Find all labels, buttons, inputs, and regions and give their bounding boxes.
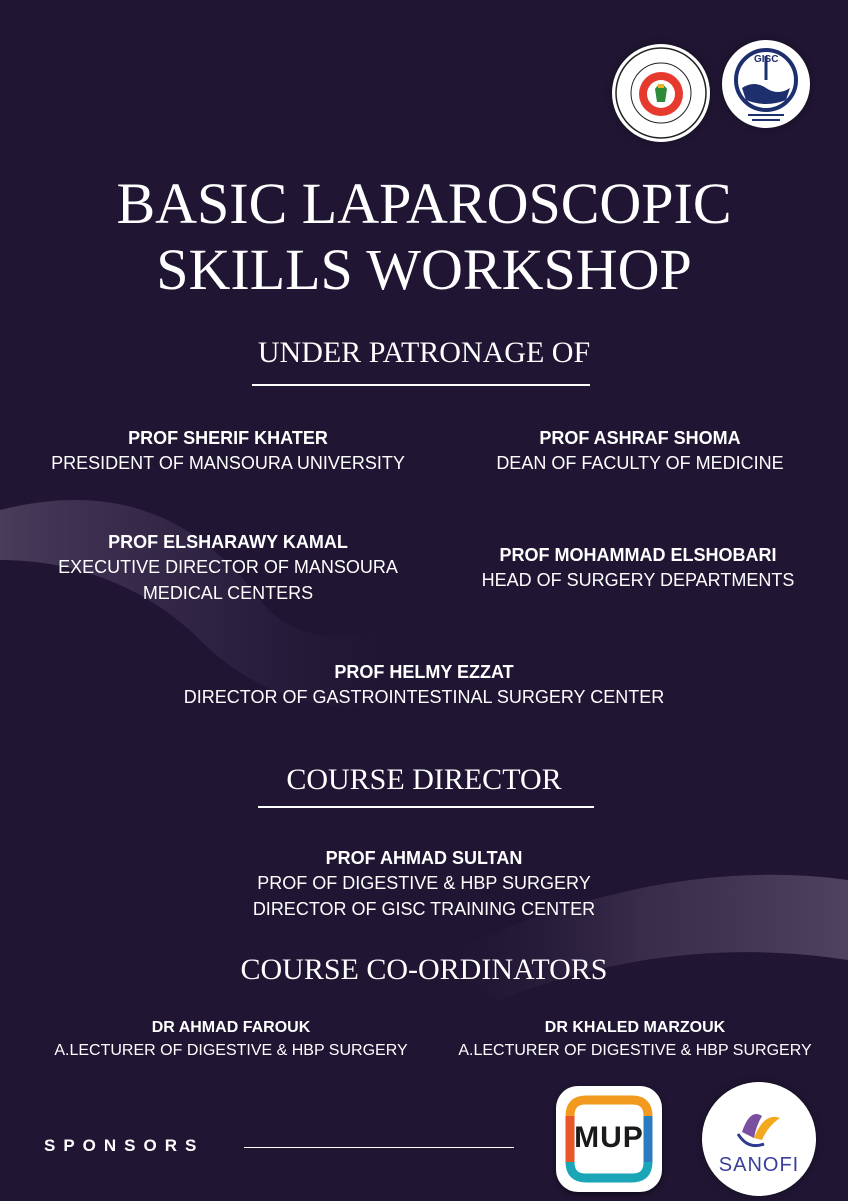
coordinator-name: DR AHMAD FAROUK: [151, 1019, 311, 1036]
director-heading: COURSE DIRECTOR: [286, 763, 562, 796]
sponsors-label: SPONSORS: [44, 1136, 205, 1155]
patron-kamal: [0, 530, 456, 606]
director-block: [0, 846, 848, 922]
title-line-1: BASIC LAPAROSCOPIC: [116, 171, 732, 236]
coordinator-role: A.LECTURER OF DIGESTIVE & HBP SURGERY: [458, 1042, 812, 1059]
sanofi-bird-icon: [702, 1082, 816, 1196]
mup-sponsor-logo: [556, 1086, 662, 1192]
director-role-line-2: DIRECTOR OF GISC TRAINING CENTER: [252, 899, 596, 919]
faculty-medicine-emblem-icon: [612, 44, 710, 142]
director-role-line-1: PROF OF DIGESTIVE & HBP SURGERY: [257, 873, 591, 893]
patron-role: DIRECTOR OF GASTROINTESTINAL SURGERY CENTER: [183, 687, 665, 707]
director-name: PROF AHMAD SULTAN: [325, 848, 523, 868]
patron-shoma: [440, 426, 840, 476]
sanofi-sponsor-logo: [702, 1082, 816, 1196]
patron-name: PROF ASHRAF SHOMA: [539, 428, 741, 448]
patron-role: HEAD OF SURGERY DEPARTMENTS: [481, 570, 795, 590]
patron-name: PROF HELMY EZZAT: [334, 662, 514, 682]
patron-role: DEAN OF FACULTY OF MEDICINE: [496, 453, 784, 473]
faculty-medicine-logo: [612, 44, 710, 142]
coordinator-name: DR KHALED MARZOUK: [544, 1019, 726, 1036]
patron-name: PROF SHERIF KHATER: [128, 428, 328, 448]
patron-ezzat: [0, 660, 848, 710]
mup-logo-text: MUP: [574, 1121, 644, 1154]
director-divider: [258, 806, 594, 808]
title-line-2: SKILLS WORKSHOP: [156, 237, 692, 302]
gisc-logo-text: GISC: [754, 54, 779, 65]
patron-name: PROF ELSHARAWY KAMAL: [108, 532, 348, 552]
sanofi-logo-text: SANOFI: [718, 1154, 800, 1176]
patron-role-line-2: MEDICAL CENTERS: [142, 583, 314, 603]
coordinator-role: A.LECTURER OF DIGESTIVE & HBP SURGERY: [54, 1042, 408, 1059]
patron-khater: [0, 426, 456, 476]
patron-elshobari: [436, 543, 840, 593]
patronage-heading: UNDER PATRONAGE OF: [257, 336, 591, 369]
coordinators-heading: COURSE CO-ORDINATORS: [240, 953, 608, 986]
gisc-logo: [722, 40, 810, 128]
coordinator-farouk: [26, 1016, 436, 1062]
patron-name: PROF MOHAMMAD ELSHOBARI: [499, 545, 777, 565]
sponsors-divider: [244, 1147, 514, 1148]
patron-role-line-1: EXECUTIVE DIRECTOR OF MANSOURA: [58, 557, 398, 577]
patronage-divider: [252, 384, 590, 386]
coordinator-marzouk: [430, 1016, 840, 1062]
patron-role: PRESIDENT OF MANSOURA UNIVERSITY: [51, 453, 405, 473]
